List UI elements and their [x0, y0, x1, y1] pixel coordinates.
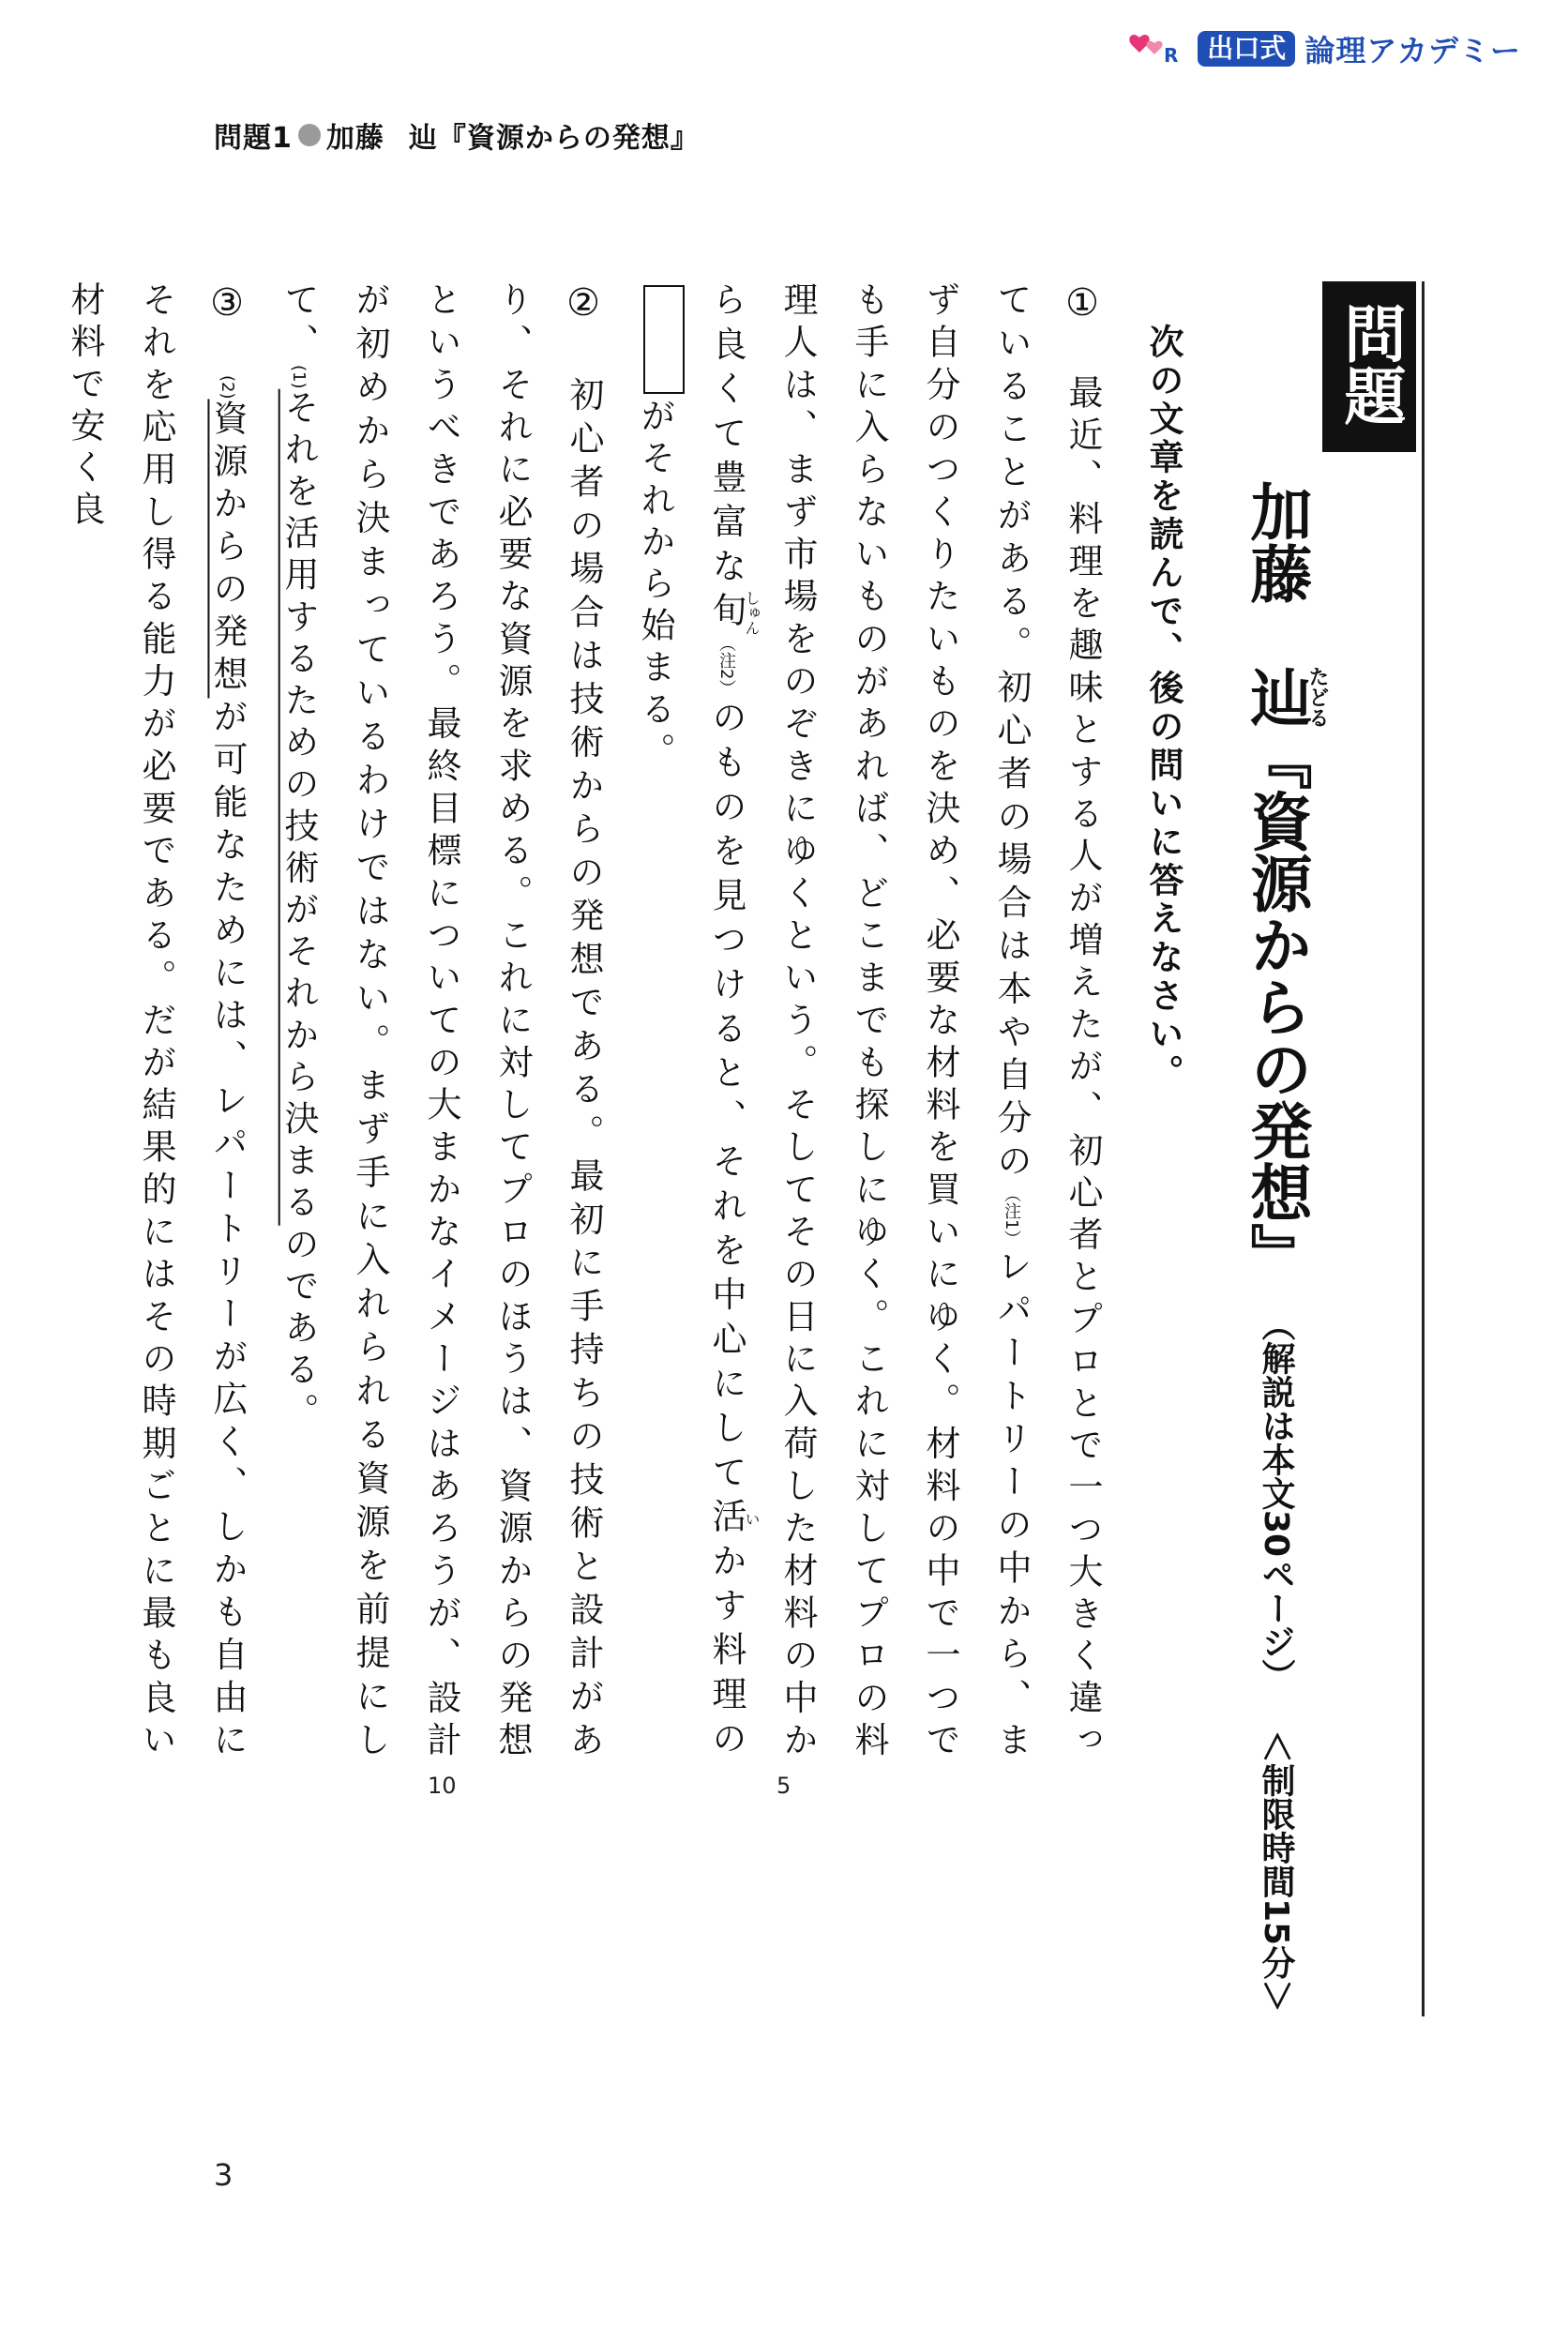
paragraph-2-text-b: のである。: [279, 1225, 319, 1435]
ruby-shun: 旬しゅん: [706, 590, 761, 636]
paragraph-2-text-a: 初心者の場合は技術からの発想である。最初に手持ちの技術と設計があり、それに必要な資源を求める。これに対してプロのほうは、資源からの発想というべきであろう。最終目標についての大まかなイメージはあろうが、設計が初めから決まっているわけではない。まず手に入れられる資源を前提にして、: [279, 281, 604, 1764]
paragraph-3-text: が可能なためには、レパートリーが広く、しかも自由にそれを応用し得る能力が必要である。だが結果的にはその時期ごとに最も良い材料で安く良: [65, 281, 248, 1763]
running-header-author-given: 辿: [408, 122, 438, 155]
underlined-phrase-1: それを活用するための技術がそれから決まる: [279, 388, 319, 1226]
problem-label-char-1: 問: [1334, 302, 1406, 364]
paragraph-1-text-c: のものを見つけると、それを中心にして: [706, 696, 746, 1499]
page-number: 3: [214, 2157, 234, 2193]
running-header: [214, 114, 700, 156]
paragraph-1-number: ①: [1061, 281, 1104, 332]
underlined-phrase-2: 資源からの発想: [207, 399, 248, 699]
paragraph-1-text-d: かす料理の: [706, 1542, 746, 1762]
paragraph-1: [619, 281, 1118, 1763]
paragraph-1-text-e: がそれから始まる。: [635, 398, 675, 775]
title-author-given: 辿たどる: [1240, 666, 1329, 728]
svg-text:R: R: [1164, 44, 1179, 67]
note-2-marker: （注2）: [716, 635, 736, 697]
line-number-5: 5: [776, 1773, 792, 1799]
underline-2-marker: (2): [218, 374, 237, 400]
brand-logo-area: [1126, 28, 1521, 69]
problem-label-block: [1254, 281, 1416, 452]
instruction-text: 次の文章を読んで、後の問いに答えなさい。: [1143, 324, 1184, 1093]
bullet-dot-icon: [298, 124, 321, 146]
title-author-family: 加藤: [1240, 480, 1312, 604]
title-work: 『資源からの発想』: [1240, 728, 1312, 1285]
underline-1-marker: (1): [289, 365, 309, 389]
brand-badge: 出口式: [1198, 31, 1295, 67]
paragraph-2-number: ②: [562, 281, 605, 332]
brand-mark-icon: [1126, 30, 1188, 68]
running-header-work: 『資源からの発想』: [437, 122, 700, 155]
line-number-10: 10: [428, 1773, 457, 1799]
passage-body: [65, 281, 1118, 1764]
title-rule: [1422, 281, 1425, 2016]
title-time-limit: ＜制限時間15分＞: [1257, 1729, 1295, 2014]
title-author-and-work: [1229, 480, 1328, 1285]
note-1-marker: （注1）: [1002, 1185, 1021, 1247]
paragraph-3-number: ③: [205, 281, 249, 332]
problem-number: 1: [1254, 333, 1298, 395]
running-header-problem: 問題1: [214, 122, 293, 155]
brand-name: 論理アカデミー: [1304, 33, 1521, 68]
paragraph-1-text-a: 最近、料理を趣味とする人が増えたが、初心者とプロとで一つ大きく違っていることがある。初心者の場合は本や自分の: [991, 281, 1103, 1763]
ruby-ika: 活い: [706, 1498, 761, 1543]
running-header-author: 加藤: [325, 122, 384, 155]
paragraph-3: [49, 281, 263, 1763]
title-commentary-note: （解説は本文30ページ）: [1257, 1307, 1295, 1693]
problem-title: [1240, 281, 1416, 2016]
answer-blank-box: [643, 285, 685, 394]
paragraph-1-text-b: レパートリーの中から、まず自分のつくりたいものを決め、必要な材料を買いにゆく。材料の中で一つでも手に入らないものがあれば、どこまでも探しにゆく。これに対してプロの料理人は、まず市場をのぞきにゆくという。そしてその日に入荷した材料の中から良くて豊富な: [706, 281, 1032, 1763]
paragraph-2: [263, 281, 619, 1763]
problem-label-char-2: 題: [1334, 364, 1406, 426]
